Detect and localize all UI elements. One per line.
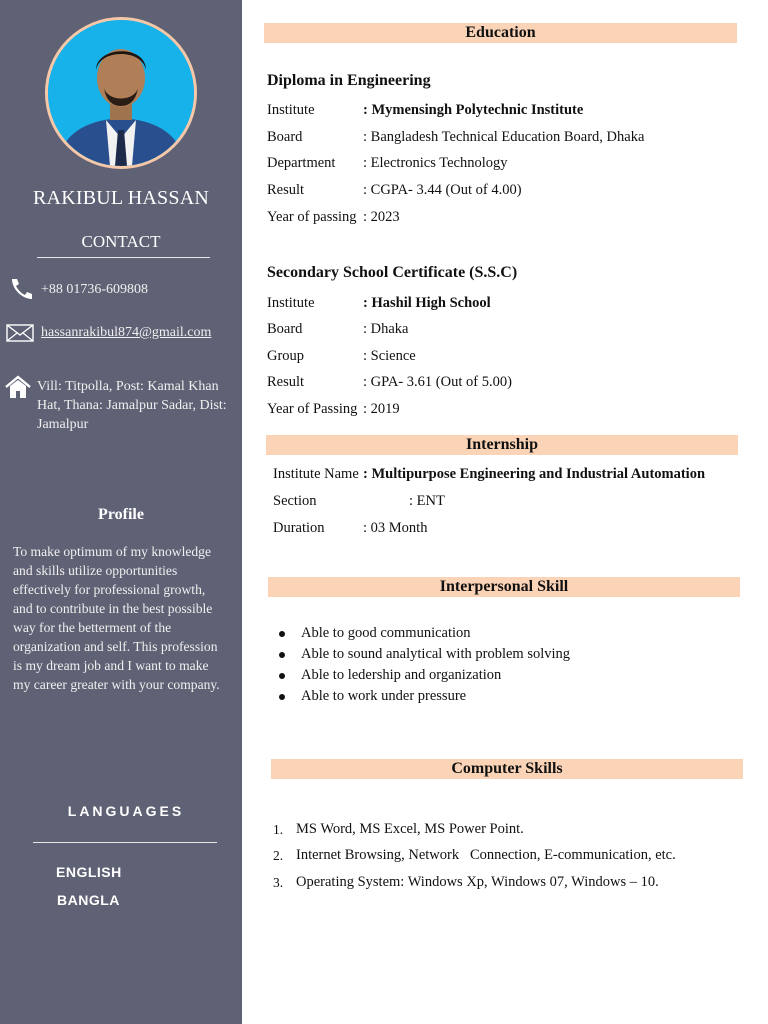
candidate-name: RAKIBUL HASSAN [33,187,209,209]
interpersonal-item-text: Able to good communication [301,625,471,641]
interpersonal-item [301,667,501,684]
diploma-label-department: Department [267,155,336,171]
diploma-label-result: Result [267,182,305,198]
diploma-value-board: : Bangladesh Technical Education Board, Dhaka [363,129,645,145]
home-icon [4,375,32,399]
contact-heading: CONTACT [81,232,161,251]
phone-icon [8,277,34,301]
interpersonal-item-text: Able to sound analytical with problem solving [301,646,571,662]
ssc-value-institute [363,295,491,312]
envelope-icon [6,324,34,342]
profile-heading: Profile [98,506,144,523]
internship-value-duration: : 03 Month [363,520,428,536]
computer-item-number: 2. [273,848,284,863]
ssc-value-group: : Science [363,348,416,364]
diploma-label-institute: Institute [267,102,315,118]
email-link[interactable]: hassanrakibul874@gmail.com [41,325,212,340]
diploma-institute-value: : Mymensingh Polytechnic Institute [363,102,584,118]
contact-divider [37,257,210,258]
languages-divider [33,842,217,843]
internship-institute-value: : Multipurpose Engineering and Industrial Automation [363,466,706,482]
internship-value-institute [363,466,705,483]
computer-item-text: Internet Browsing, Network Connection, E-communication, etc. [296,847,676,863]
person-avatar-icon [48,20,194,166]
diploma-value-department: : Electronics Technology [363,155,508,171]
ssc-title: Secondary School Certificate (S.S.C) [267,264,518,281]
ssc-institute-value: : Hashil High School [363,295,491,311]
diploma-title: Diploma in Engineering [267,72,431,89]
computer-heading: Computer Skills [271,759,743,779]
internship-heading: Internship [266,435,738,455]
ssc-value-board: : Dhaka [363,321,409,337]
profile-text: To make optimum of my knowledge and skills utilize opportunities effectively for professional growth, and to contribute in the best possible way for the betterment of the organization and self. This profession is my dream job and I want to make my career greater with your company. [13,544,220,692]
interpersonal-item-text: Able to ledership and organization [301,667,502,683]
interpersonal-item [301,646,570,663]
computer-item-number: 1. [273,822,284,837]
diploma-label-board: Board [267,129,303,145]
ssc-label-year: Year of Passing [267,401,358,417]
ssc-label-institute: Institute [267,295,315,311]
computer-item-text: Operating System: Windows Xp, Windows 07, Windows – 10. [296,874,659,890]
language-item: BANGLA [57,892,120,908]
education-heading: Education [264,23,737,43]
ssc-label-group: Group [267,348,305,364]
interpersonal-item-text: Able to work under pressure [301,688,467,704]
bullet-icon [279,673,285,679]
ssc-label-board: Board [267,321,303,337]
languages-heading: LANGUAGES [67,803,185,819]
diploma-value-result: : CGPA- 3.44 (Out of 4.00) [363,182,522,198]
internship-label-duration: Duration [273,520,325,536]
sidebar [0,0,242,1024]
internship-value-section: : ENT [409,493,445,509]
ssc-label-result: Result [267,374,305,390]
phone-number: +88 01736-609808 [41,282,149,297]
interpersonal-item [301,688,466,705]
ssc-value-year: : 2019 [363,401,400,417]
diploma-label-year: Year of passing [267,209,357,225]
language-item: ENGLISH [56,864,122,880]
diploma-value-institute [363,102,583,119]
bullet-icon [279,631,285,637]
address-text: Vill: Titpolla, Post: Kamal Khan Hat, Thana: Jamalpur Sadar, Dist: Jamalpur [37,379,227,432]
bullet-icon [279,652,285,658]
computer-item-number: 3. [273,875,284,890]
interpersonal-item [301,625,471,642]
profile-photo [45,17,197,169]
interpersonal-heading: Interpersonal Skill [268,577,740,597]
bullet-icon [279,694,285,700]
ssc-value-result: : GPA- 3.61 (Out of 5.00) [363,374,512,390]
internship-label-institute: Institute Name [273,466,359,482]
diploma-value-year: : 2023 [363,209,400,225]
computer-item-text: MS Word, MS Excel, MS Power Point. [296,821,524,837]
internship-label-section: Section [273,493,317,509]
